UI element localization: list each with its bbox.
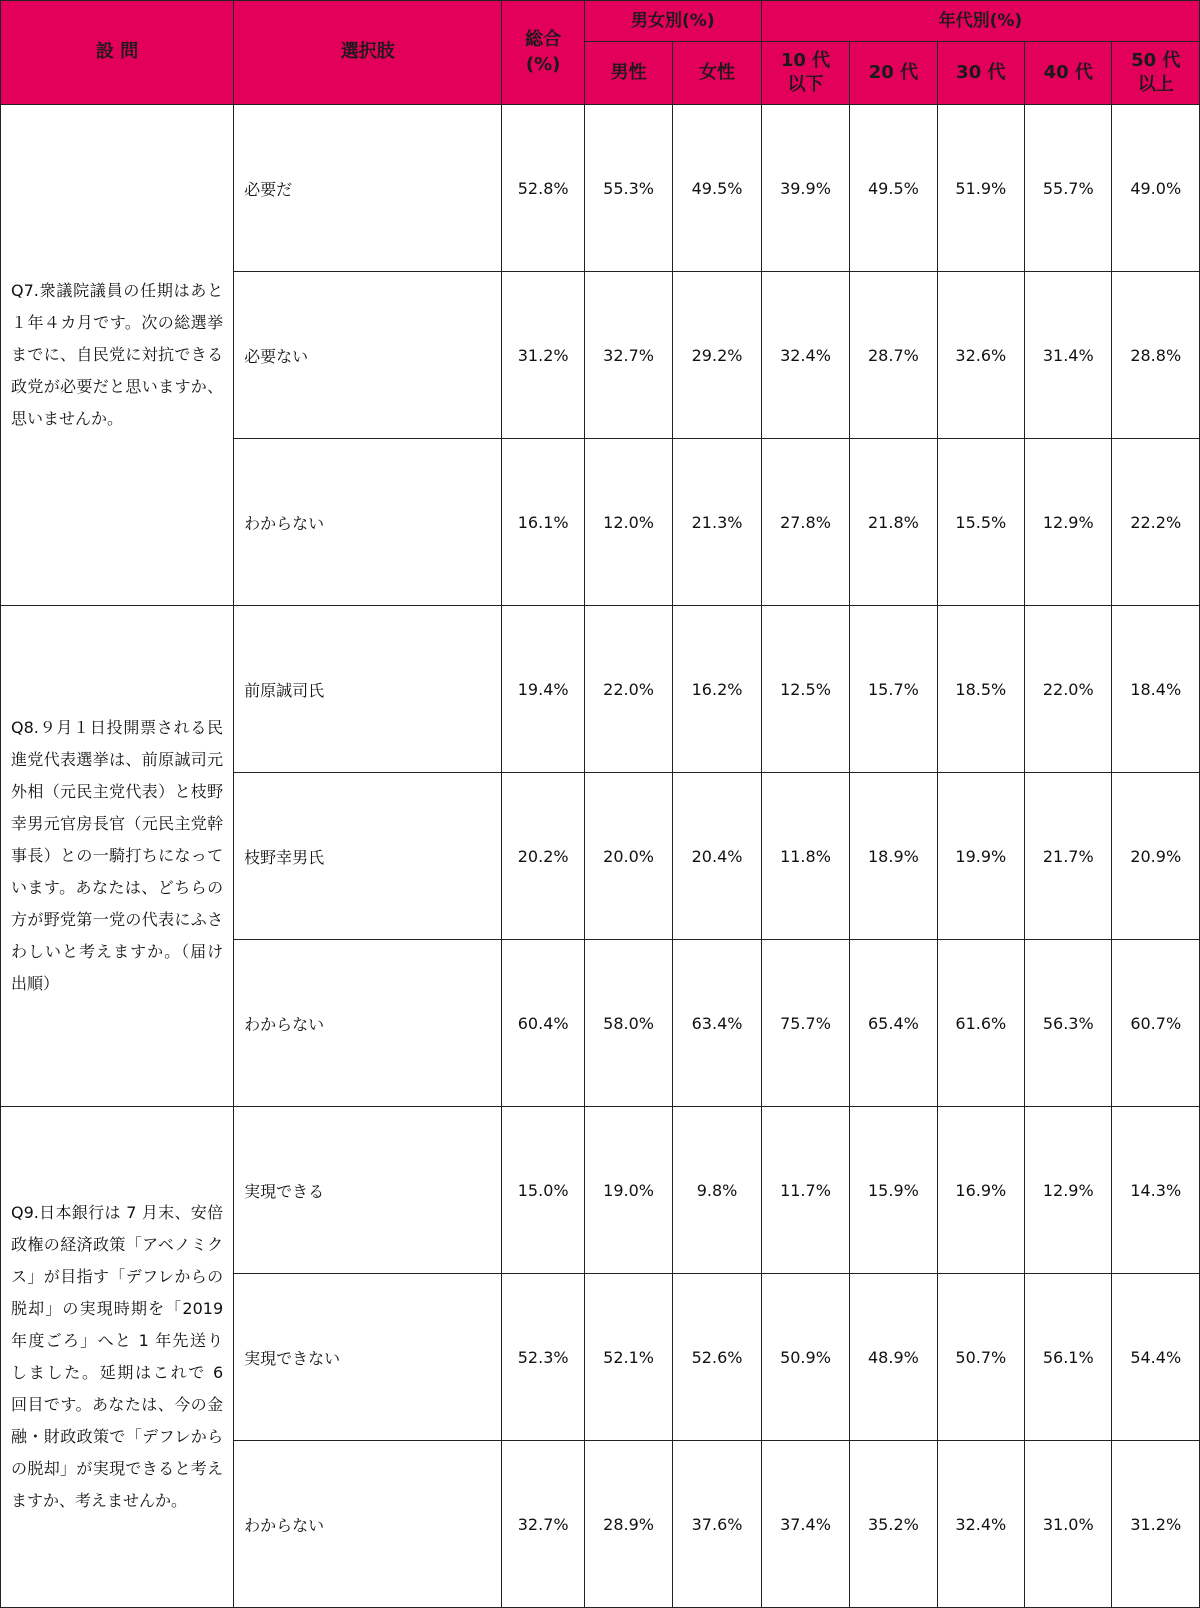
percentage-value: 11.8% [761,773,849,940]
percentage-value: 28.7% [850,272,937,439]
question-text: Q8.９月１日投開票される民進党代表選挙は、前原誠司元外相（元民主党代表）と枝野幸男元官房長官（元民主党幹事長）との一騎打ちになっています。あなたは、どちらの方が野党第一党の代表にふさわしいと考えますか。（届け出順） [1,606,234,1107]
total-value: 20.2% [502,773,584,940]
percentage-value: 31.2% [1112,1441,1200,1608]
question-text: Q7.衆議院議員の任期はあと１年４カ月です。次の総選挙までに、自民党に対抗できる政党が必要だと思いますか、思いませんか。 [1,105,234,606]
percentage-value: 61.6% [937,940,1024,1107]
percentage-value: 9.8% [673,1107,761,1274]
percentage-value: 28.9% [584,1441,672,1608]
total-value: 15.0% [502,1107,584,1274]
total-value: 52.8% [502,105,584,272]
table-row [1,606,1200,773]
percentage-value: 12.9% [1025,439,1112,606]
answer-option: 前原誠司氏 [234,606,502,773]
answer-option: わからない [234,940,502,1107]
percentage-value: 48.9% [850,1274,937,1441]
percentage-value: 19.0% [584,1107,672,1274]
percentage-value: 22.0% [584,606,672,773]
percentage-value: 56.1% [1025,1274,1112,1441]
answer-option: 枝野幸男氏 [234,773,502,940]
percentage-value: 52.6% [673,1274,761,1441]
percentage-value: 49.5% [850,105,937,272]
percentage-value: 50.9% [761,1274,849,1441]
percentage-value: 37.4% [761,1441,849,1608]
total-value: 32.7% [502,1441,584,1608]
percentage-value: 49.5% [673,105,761,272]
female-header: 女性 [673,42,761,105]
percentage-value: 16.9% [937,1107,1024,1274]
percentage-value: 28.8% [1112,272,1200,439]
age-group-header: 年代別(%) [761,1,1199,42]
percentage-value: 56.3% [1025,940,1112,1107]
percentage-value: 18.9% [850,773,937,940]
percentage-value: 29.2% [673,272,761,439]
percentage-value: 51.9% [937,105,1024,272]
percentage-value: 14.3% [1112,1107,1200,1274]
percentage-value: 21.7% [1025,773,1112,940]
percentage-value: 11.7% [761,1107,849,1274]
answer-option: わからない [234,1441,502,1608]
age10-header-line2: 以下 [787,74,824,95]
percentage-value: 31.4% [1025,272,1112,439]
table-row [1,105,1200,272]
percentage-value: 12.5% [761,606,849,773]
age50-header-line2: 以上 [1137,74,1174,95]
question-text: Q9.日本銀行は 7 月末、安倍政権の経済政策「アベノミクス」が目指す「デフレからの脱却」の実現時期を「2019 年度ごろ」へと 1 年先送りしました。延期はこれで 6 回目です。あなたは、今の金融・財政政策で「デフレからの脱却」が実現できると考えますか、考えませんか。 [1,1107,234,1608]
percentage-value: 16.2% [673,606,761,773]
percentage-value: 15.7% [850,606,937,773]
total-header-label: 総合 [525,29,562,51]
age20-header: 20 代 [850,42,937,105]
table-body [1,105,1200,1608]
male-header: 男性 [584,42,672,105]
percentage-value: 19.9% [937,773,1024,940]
percentage-value: 20.9% [1112,773,1200,940]
percentage-value: 32.4% [761,272,849,439]
percentage-value: 22.2% [1112,439,1200,606]
option-header: 選択肢 [234,1,502,105]
age50-header [1112,42,1200,105]
percentage-value: 37.6% [673,1441,761,1608]
percentage-value: 20.4% [673,773,761,940]
age10-header-line1: 10 代 [780,49,831,71]
answer-option: 実現できない [234,1274,502,1441]
percentage-value: 54.4% [1112,1274,1200,1441]
answer-option: 実現できる [234,1107,502,1274]
percentage-value: 21.3% [673,439,761,606]
total-header-unit: (%) [525,53,561,75]
percentage-value: 50.7% [937,1274,1024,1441]
percentage-value: 12.0% [584,439,672,606]
total-value: 16.1% [502,439,584,606]
percentage-value: 31.0% [1025,1441,1112,1608]
age10-header [761,42,849,105]
total-value: 19.4% [502,606,584,773]
percentage-value: 32.6% [937,272,1024,439]
question-header: 設 問 [1,1,234,105]
percentage-value: 39.9% [761,105,849,272]
percentage-value: 32.7% [584,272,672,439]
table-row [1,1107,1200,1274]
total-header [502,1,584,105]
percentage-value: 27.8% [761,439,849,606]
answer-option: 必要だ [234,105,502,272]
percentage-value: 22.0% [1025,606,1112,773]
table-header [1,1,1200,105]
percentage-value: 55.7% [1025,105,1112,272]
percentage-value: 15.9% [850,1107,937,1274]
age50-header-line1: 50 代 [1131,49,1181,71]
gender-group-header: 男女別(%) [584,1,761,42]
answer-option: わからない [234,439,502,606]
percentage-value: 49.0% [1112,105,1200,272]
answer-option: 必要ない [234,272,502,439]
age30-header: 30 代 [937,42,1024,105]
total-value: 52.3% [502,1274,584,1441]
percentage-value: 20.0% [584,773,672,940]
percentage-value: 60.7% [1112,940,1200,1107]
percentage-value: 75.7% [761,940,849,1107]
percentage-value: 63.4% [673,940,761,1107]
percentage-value: 32.4% [937,1441,1024,1608]
total-value: 60.4% [502,940,584,1107]
percentage-value: 15.5% [937,439,1024,606]
percentage-value: 35.2% [850,1441,937,1608]
percentage-value: 21.8% [850,439,937,606]
percentage-value: 52.1% [584,1274,672,1441]
percentage-value: 58.0% [584,940,672,1107]
header-row-top [1,1,1200,42]
percentage-value: 12.9% [1025,1107,1112,1274]
percentage-value: 18.5% [937,606,1024,773]
age40-header: 40 代 [1025,42,1112,105]
total-value: 31.2% [502,272,584,439]
percentage-value: 65.4% [850,940,937,1107]
percentage-value: 18.4% [1112,606,1200,773]
percentage-value: 55.3% [584,105,672,272]
